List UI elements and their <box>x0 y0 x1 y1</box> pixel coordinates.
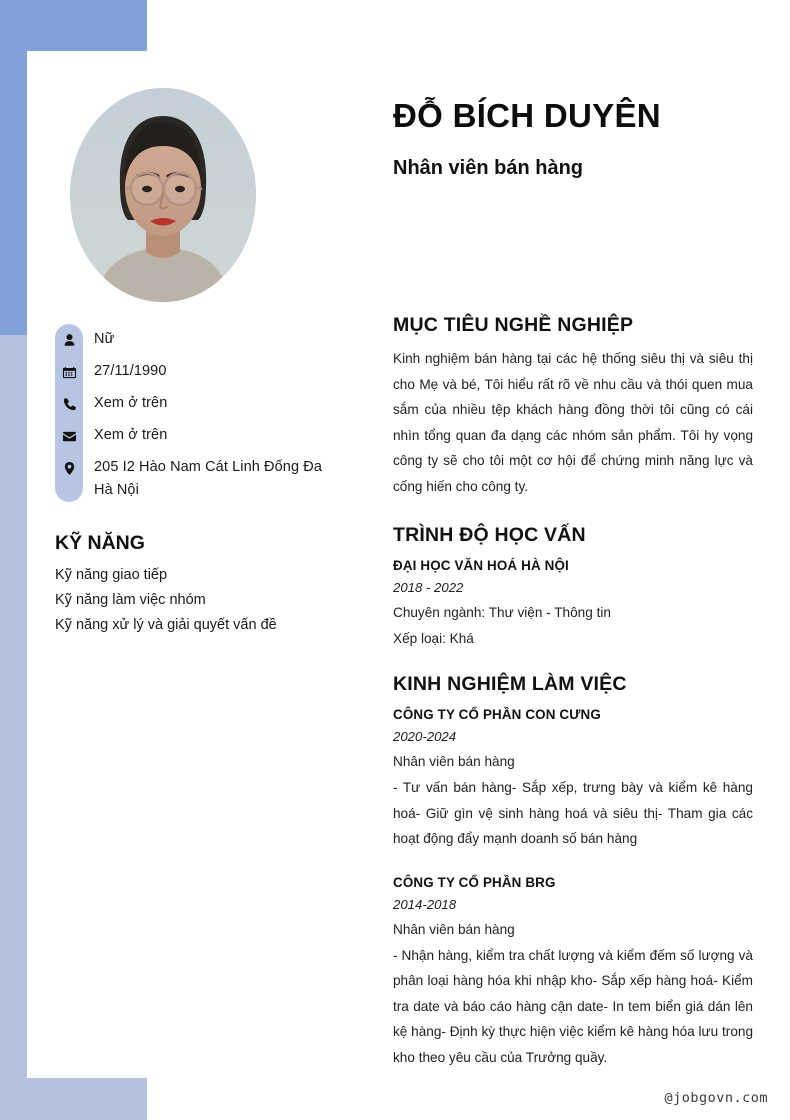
experience-company: CÔNG TY CỔ PHẦN CON CƯNG <box>393 707 601 723</box>
person-icon <box>55 324 83 356</box>
contact-value-email: Xem ở trên <box>94 427 168 443</box>
experience-company: CÔNG TY CỔ PHẦN BRG <box>393 874 556 890</box>
decoration-left-strip-top <box>0 0 27 335</box>
objective-heading: MỤC TIÊU NGHỀ NGHIỆP <box>393 314 634 337</box>
education-date: 2018 - 2022 <box>393 580 464 596</box>
experience-section <box>393 673 753 1070</box>
objective-section <box>393 314 753 499</box>
location-icon <box>55 452 83 484</box>
watermark: @jobgovn.com <box>664 1090 768 1106</box>
envelope-icon <box>55 420 83 452</box>
portrait-photo <box>70 88 256 302</box>
phone-icon <box>55 388 83 420</box>
contact-item-phone <box>55 388 355 420</box>
objective-text: Kinh nghiệm bán hàng tại các hệ thống siêu thị và siêu thị cho Mẹ và bé, Tôi hiểu rất rõ về nhu cầu và thói quen mua sắm của nhiều tệp khách hàng đồng thời tôi cũng có cái nhìn tổng quan đa dạng các nhóm sản phẩm. Tôi hy vọng công ty sẽ cho tôi một cơ hội để chứng minh năng lực và cống hiến cho công ty. <box>393 351 753 494</box>
contact-item-birthdate <box>55 356 355 388</box>
contact-value-phone: Xem ở trên <box>94 395 168 411</box>
education-section <box>393 524 753 650</box>
calendar-icon <box>55 356 83 388</box>
education-heading: TRÌNH ĐỘ HỌC VẤN <box>393 524 586 547</box>
right-column <box>393 98 753 1070</box>
left-column <box>55 88 355 638</box>
avatar <box>70 88 256 302</box>
experience-date: 2014-2018 <box>393 896 457 912</box>
contact-item-address <box>55 452 355 502</box>
skills-list <box>55 563 355 638</box>
contact-value-gender: Nữ <box>94 331 115 347</box>
page-title: ĐỖ BÍCH DUYÊN <box>393 97 661 134</box>
education-grade: Xếp loại: Khá <box>393 631 474 647</box>
experience-role: Nhân viên bán hàng <box>393 921 515 937</box>
experience-description: - Tư vấn bán hàng- Sắp xếp, trưng bày và kiểm kê hàng hoá- Giữ gìn vệ sinh hàng hoá và siêu thị- Tham gia các hoạt động đẩy mạnh doanh số bán hàng <box>393 780 753 847</box>
experience-role: Nhân viên bán hàng <box>393 754 515 770</box>
experience-date: 2020-2024 <box>393 729 457 745</box>
contact-value-birthdate: 27/11/1990 <box>94 363 167 379</box>
education-major: Chuyên ngành: Thư viện - Thông tin <box>393 605 611 621</box>
contact-item-gender <box>55 324 355 356</box>
portrait-illustration <box>70 88 256 302</box>
education-school: ĐẠI HỌC VĂN HOÁ HÀ NỘI <box>393 558 569 574</box>
decoration-left-strip-bottom <box>0 335 27 1078</box>
decoration-bottom-left-block <box>0 1078 147 1120</box>
experience-description: - Nhận hàng, kiểm tra chất lượng và kiểm đếm số lượng và phân loại hàng hóa khi nhập kho- Sắp xếp hàng hoá- Kiểm tra date và báo cáo hàng cận date- In tem biển giá dán lên kệ hàng- Định kỳ thực hiện việc kiểm kê hàng hóa lưu trong kho theo yêu cầu của Trưởng quầy. <box>393 947 753 1065</box>
skills-heading: KỸ NĂNG <box>55 532 145 554</box>
contact-value-address <box>83 452 322 502</box>
job-title: Nhân viên bán hàng <box>393 157 584 180</box>
skill-item: Kỹ năng xử lý và giải quyết vấn đề <box>55 617 277 633</box>
contact-address-line1: 205 I2 Hào Nam Cát Linh Đống Đa <box>94 459 322 475</box>
contact-item-email <box>55 420 355 452</box>
experience-entry <box>393 873 753 1070</box>
contact-address-line2: Hà Nội <box>94 482 139 498</box>
skill-item: Kỹ năng làm việc nhóm <box>55 592 206 608</box>
experience-heading: KINH NGHIỆM LÀM VIỆC <box>393 673 627 696</box>
contact-list <box>55 324 355 502</box>
skill-item: Kỹ năng giao tiếp <box>55 567 168 583</box>
experience-entry <box>393 705 753 851</box>
